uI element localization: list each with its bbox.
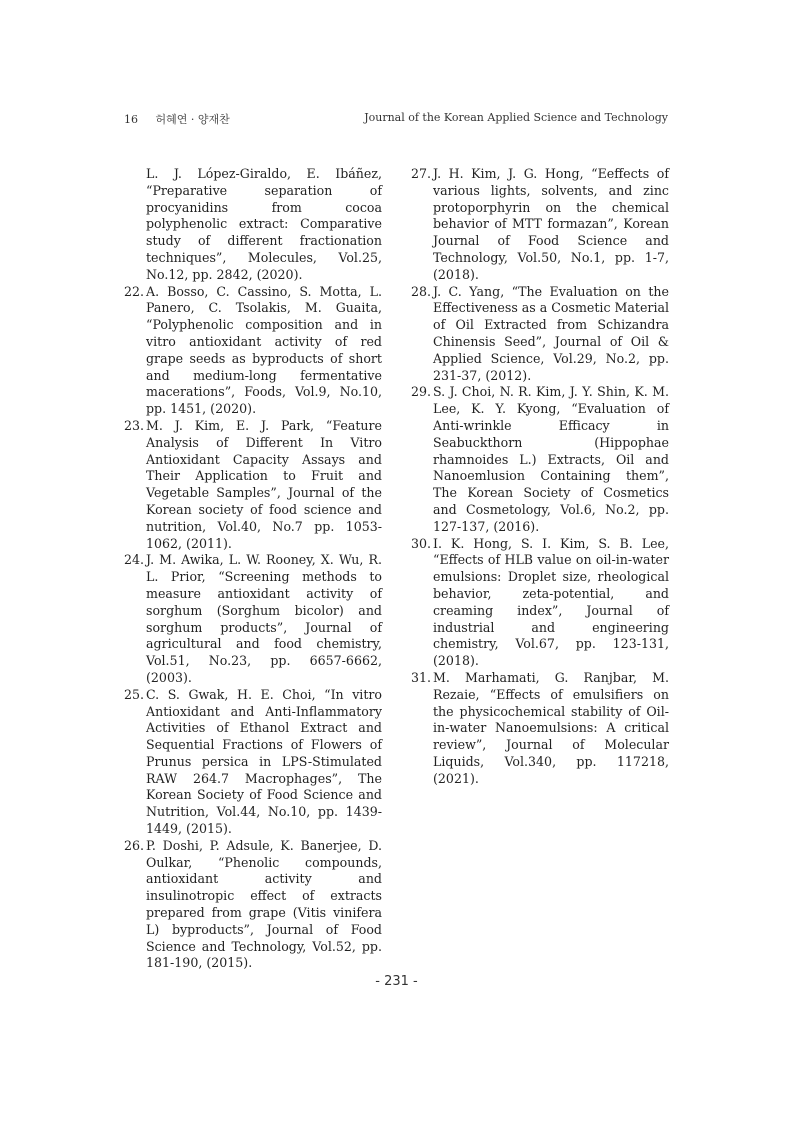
reference-number: 22. <box>124 283 145 299</box>
reference-item <box>124 284 382 418</box>
reference-number: 28. <box>411 283 432 299</box>
header-authors: 허혜연 · 양재찬 <box>155 113 230 126</box>
reference-text: S. J. Choi, N. R. Kim, J. Y. Shin, K. M. Lee, K. Y. Kyong, “Evaluation of Anti-wrinkle Efficacy in Seabuckthorn (Hippophae rhamnoides L.) Extracts, Oil and Nanoemlusion Containing them”, The Korean Society of Cosmetics and Cosmetology, Vol.6, No.2, pp. 127-137, (2016). <box>433 384 669 534</box>
reference-column-left <box>124 166 382 972</box>
reference-number: 29. <box>411 384 432 400</box>
reference-number: 23. <box>124 417 145 433</box>
header-page-number: 16 <box>124 113 138 126</box>
reference-text: I. K. Hong, S. I. Kim, S. B. Lee, “Effects of HLB value on oil-in-water emulsions: Droplet size, rheological behavior, zeta-potential, and creaming index”, Journal of industrial and engineering chemistry, Vol.67, pp. 123-131, (2018). <box>433 535 669 669</box>
reference-text: J. H. Kim, J. G. Hong, “Eeffects of various lights, solvents, and zinc protoporphyrin on the chemical behavior of MTT formazan”, Korean Journal of Food Science and Technology, Vol.50, No.1, pp. 1-7, (2018). <box>433 166 669 282</box>
reference-text: M. Marhamati, G. Ranjbar, M. Rezaie, “Effects of emulsifiers on the physicochemical stability of Oil-in-water Nanoemulsions: A critical review”, Journal of Molecular Liquids, Vol.340, pp. 117218, (2021). <box>433 669 669 786</box>
reference-column-right <box>411 166 669 787</box>
reference-number: 30. <box>411 535 432 551</box>
reference-item <box>124 552 382 686</box>
reference-text: P. Doshi, P. Adsule, K. Banerjee, D. Oulkar, “Phenolic compounds, antioxidant activity and insulinotropic effect of extracts prepared from grape (Vitis vinifera L) byproducts”, Journal of Food Science and Technology, Vol.52, pp. 181-190, (2015). <box>146 837 382 971</box>
reference-item <box>124 687 382 838</box>
header-left <box>124 111 230 127</box>
reference-item <box>411 670 669 788</box>
reference-number: 27. <box>411 166 432 181</box>
reference-item <box>411 384 669 535</box>
reference-item <box>124 838 382 972</box>
reference-item <box>411 166 669 284</box>
reference-text: M. J. Kim, E. J. Park, “Feature Analysis of Different In Vitro Antioxidant Capacity Assays and Their Application to Fruit and Vegetable Samples”, Journal of the Korean society of food science and nutrition, Vol.40, No.7 pp. 1053-1062, (2011). <box>146 417 382 551</box>
reference-item <box>411 536 669 670</box>
reference-text: J. C. Yang, “The Evaluation on the Effectiveness as a Cosmetic Material of Oil Extracted from Schizandra Chinensis Seed”, Journal of Oil & Applied Science, Vol.29, No.2, pp. 231-37, (2012). <box>433 283 670 383</box>
reference-item <box>124 166 382 284</box>
reference-number: 31. <box>411 669 432 685</box>
reference-text: C. S. Gwak, H. E. Choi, “In vitro Antioxidant and Anti-Inflammatory Activities of Ethanol Extract and Sequential Fractions of Flowers of Prunus persica in LPS-Stimulated RAW 264.7 Macrophages”, The Korean Society of Food Science and Nutrition, Vol.44, No.10, pp. 1439-1449, (2015). <box>146 686 382 837</box>
page-footer-number: - 231 - <box>375 974 418 989</box>
reference-text: L. J. López-Giraldo, E. Ibáñez, “Preparative separation of procyanidins from cocoa polyphenolic extract: Comparative study of different fractionation techniques”, Molecules, Vol.25, No.12, pp. 2842, (2020). <box>146 166 382 282</box>
header-journal-title: Journal of the Korean Applied Science and Technology <box>364 111 668 124</box>
reference-item <box>124 418 382 552</box>
reference-number: 26. <box>124 837 145 853</box>
reference-number: 24. <box>124 552 145 568</box>
reference-number: 25. <box>124 686 145 702</box>
running-header <box>124 111 668 127</box>
reference-text: J. M. Awika, L. W. Rooney, X. Wu, R. L. Prior, “Screening methods to measure antioxidant activity of sorghum (Sorghum bicolor) and sorghum products”, Journal of agricultural and food chemistry, Vol.51, No.23, pp. 6657-6662, (2003). <box>146 552 382 685</box>
reference-text: A. Bosso, C. Cassino, S. Motta, L. Panero, C. Tsolakis, M. Guaita, “Polyphenolic composition and in vitro antioxidant activity of red grape seeds as byproducts of short and medium-long fermentative macerations”, Foods, Vol.9, No.10, pp. 1451, (2020). <box>146 283 382 417</box>
reference-item <box>411 284 669 385</box>
